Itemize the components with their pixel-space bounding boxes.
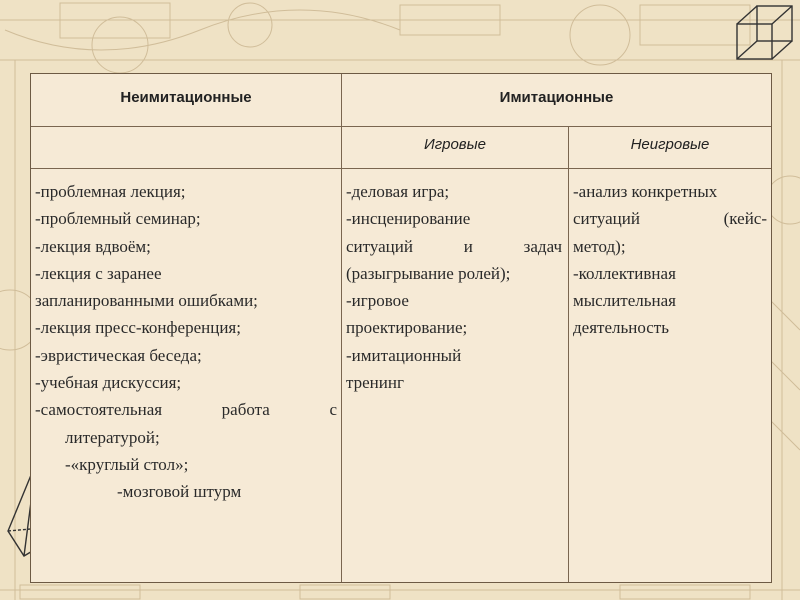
list-item: деятельность [573, 318, 669, 338]
column-divider-2 [568, 126, 569, 582]
list-item: -анализ конкретных [573, 182, 718, 201]
list-item: -деловая игра; [346, 182, 450, 201]
list-item: тренинг [346, 373, 404, 393]
list-item: -игровое [346, 291, 409, 311]
list-item: запланированными ошибками; [35, 291, 258, 311]
list-item: -«круглый стол»; [65, 454, 189, 474]
list-item: -эвристическая беседа; [35, 345, 202, 365]
subheader-divider-top [341, 126, 771, 127]
list-item: -учебная дискуссия; [35, 373, 182, 393]
subheader-non-game: Неигровые [630, 136, 710, 153]
list-item: ситуаций и задач [346, 236, 562, 256]
non-imitation-list [35, 178, 337, 506]
list-item: мыслительная [573, 291, 676, 311]
list-item: -инсценирование [346, 209, 471, 229]
list-item: -лекция вдвоём; [35, 236, 151, 256]
non-game-list [573, 178, 767, 342]
list-item: ситуаций (кейс- [573, 209, 767, 229]
subheader-divider-bottom [31, 168, 771, 169]
list-item: -лекция с заранее [35, 263, 162, 283]
list-item: -проблемный семинар; [35, 209, 201, 229]
list-item: -проблемная лекция; [35, 182, 186, 201]
list-item: (разыгрывание ролей); [346, 263, 511, 283]
header-imitation: Имитационные [499, 89, 614, 106]
game-list [346, 178, 562, 396]
list-item: литературой; [65, 427, 160, 447]
list-item: -коллективная [573, 263, 676, 283]
subheader-game: Игровые [423, 136, 487, 153]
methods-table [30, 73, 772, 583]
list-item: -лекция пресс-конференция; [35, 318, 241, 338]
list-item: -имитационный [346, 345, 462, 365]
list-item: метод); [573, 236, 626, 256]
list-item: -самостоятельная работа с [35, 400, 337, 420]
list-item: проектирование; [346, 318, 468, 338]
list-item: -мозговой штурм [117, 482, 242, 502]
header-non-imitation: Неимитационные [120, 89, 252, 106]
